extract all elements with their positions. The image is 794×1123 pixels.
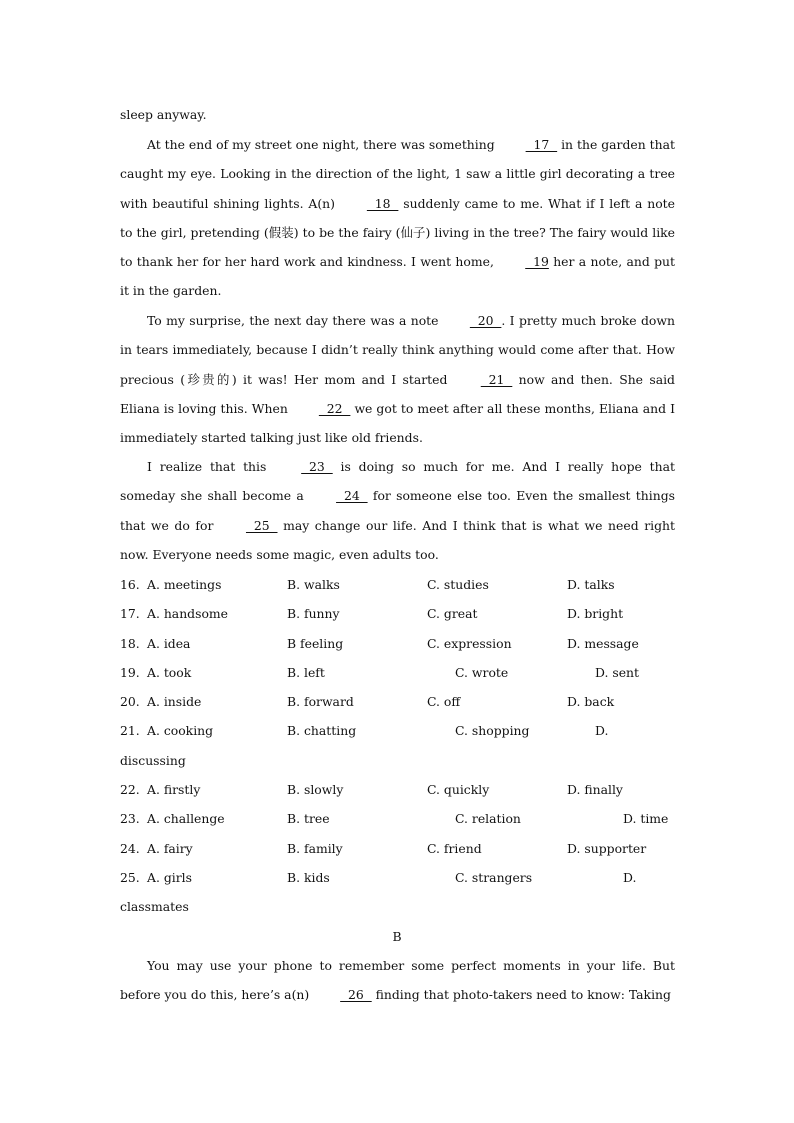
- option-a: A. took: [147, 664, 192, 680]
- question-row: [120, 804, 680, 833]
- option-c: C. studies: [427, 577, 489, 592]
- option-b: B. family: [287, 840, 343, 856]
- option-c: C. strangers: [455, 869, 533, 885]
- question-number: 22.: [120, 782, 140, 798]
- option-c: C. off: [427, 694, 461, 710]
- section-b-paragraph-1: You may use your phone to remember some perfect moments in your life. But before you do this, here’s a(n) 26 finding that photo-takers need to know: Taking: [120, 951, 675, 1010]
- question-number: 16.: [120, 577, 140, 592]
- option-c: C. shopping: [455, 723, 530, 739]
- option-b: B. kids: [287, 869, 330, 885]
- option-d: D. finally: [567, 782, 623, 798]
- question-number: 20.: [120, 694, 140, 710]
- option-c: C. expression: [427, 635, 512, 651]
- option-d: D.: [595, 723, 609, 739]
- question-number: 25.: [120, 869, 140, 885]
- option-d: D. supporter: [567, 840, 647, 856]
- answer-blank: 20: [469, 313, 502, 328]
- passage-paragraph-3: I realize that this 23 is doing so much for me. And I really hope that someday she shall become a 24 for someone else too. Even the smallest things that we do for 25 may change our life. And I think that is what we need right now. Everyone needs some magic, even adults too.: [120, 452, 675, 569]
- passage-paragraph-0: sleep anyway.: [120, 107, 207, 122]
- option-b: B. walks: [287, 577, 340, 592]
- option-d: D. back: [567, 694, 615, 710]
- answer-blank: 22: [318, 400, 351, 416]
- option-b: B feeling: [287, 635, 344, 651]
- question-row-continuation: [120, 746, 680, 775]
- passage-paragraph-2: To my surprise, the next day there was a note 20 . I pretty much broke down in tears immediately, because I didn’t really think anything would come after that. How precious (珍贵的) it was! Her mom and I started 21 now and then. She said Eliana is loving this. When 22 we got to meet after all these months, Eliana and I immediately started talking just like old friends.: [120, 306, 675, 452]
- option-d: D. message: [567, 635, 639, 651]
- option-b: B. funny: [287, 606, 340, 622]
- question-number: 23.: [120, 811, 140, 827]
- question-row: [120, 863, 680, 892]
- question-row: [120, 658, 680, 687]
- options-list: [120, 570, 680, 922]
- passage-paragraph-1: At the end of my street one night, there was something 17 in the garden that caught my eye. Looking in the direction of the light, 1 saw a little girl decorating a tree with beautiful shining lights. A(n) 18 suddenly came to me. What if I left a note to the girl, pretending (假装) to be the fairy (仙子) living in the tree? The fairy would like to thank her for her hard work and kindness. I went home, 19 her a note, and put it in the garden.: [120, 130, 675, 306]
- option-b: B. tree: [287, 811, 330, 827]
- option-c: C. quickly: [427, 782, 490, 798]
- question-row: [120, 629, 680, 658]
- option-a: A. challenge: [147, 811, 225, 827]
- option-b: B. chatting: [287, 723, 357, 739]
- question-number: 24.: [120, 840, 140, 856]
- option-b: B. left: [287, 664, 325, 680]
- answer-blank: 26: [340, 987, 372, 1003]
- option-a: A. meetings: [147, 577, 222, 592]
- question-number: 21.: [120, 723, 140, 739]
- option-d: D.: [623, 869, 637, 885]
- option-c: C. great: [427, 606, 478, 622]
- answer-blank: 25: [245, 517, 278, 533]
- question-number: 17.: [120, 606, 140, 622]
- option-d-continued: classmates: [120, 899, 189, 915]
- answer-blank: 17: [525, 137, 558, 152]
- question-number: 18.: [120, 635, 140, 651]
- option-a: A. firstly: [147, 782, 201, 798]
- option-d: D. talks: [567, 577, 615, 592]
- question-row: [120, 570, 680, 599]
- option-d: D. bright: [567, 606, 624, 622]
- option-d-continued: discussing: [120, 752, 186, 768]
- option-b: B. slowly: [287, 782, 344, 798]
- answer-blank: 18: [366, 195, 399, 211]
- answer-blank: 21: [480, 371, 513, 387]
- question-number: 19.: [120, 664, 140, 680]
- option-a: A. handsome: [147, 606, 229, 622]
- answer-blank: 23: [301, 459, 333, 474]
- answer-blank: 24: [336, 488, 368, 504]
- option-a: A. fairy: [147, 840, 193, 856]
- question-row: [120, 775, 680, 804]
- option-a: A. inside: [147, 694, 202, 710]
- question-row: [120, 716, 680, 745]
- question-row: [120, 834, 680, 863]
- option-a: A. idea: [147, 635, 191, 651]
- section-b-heading: B: [392, 929, 402, 944]
- option-a: A. girls: [147, 869, 192, 885]
- option-d: D. sent: [595, 664, 640, 680]
- question-row-continuation: [120, 892, 680, 921]
- option-c: C. wrote: [455, 664, 509, 680]
- option-c: C. relation: [455, 811, 521, 827]
- question-row: [120, 687, 680, 716]
- answer-blank: 19: [525, 254, 549, 270]
- option-a: A. cooking: [147, 723, 214, 739]
- option-c: C. friend: [427, 840, 482, 856]
- question-row: [120, 599, 680, 628]
- option-b: B. forward: [287, 694, 354, 710]
- option-d: D. time: [623, 811, 669, 827]
